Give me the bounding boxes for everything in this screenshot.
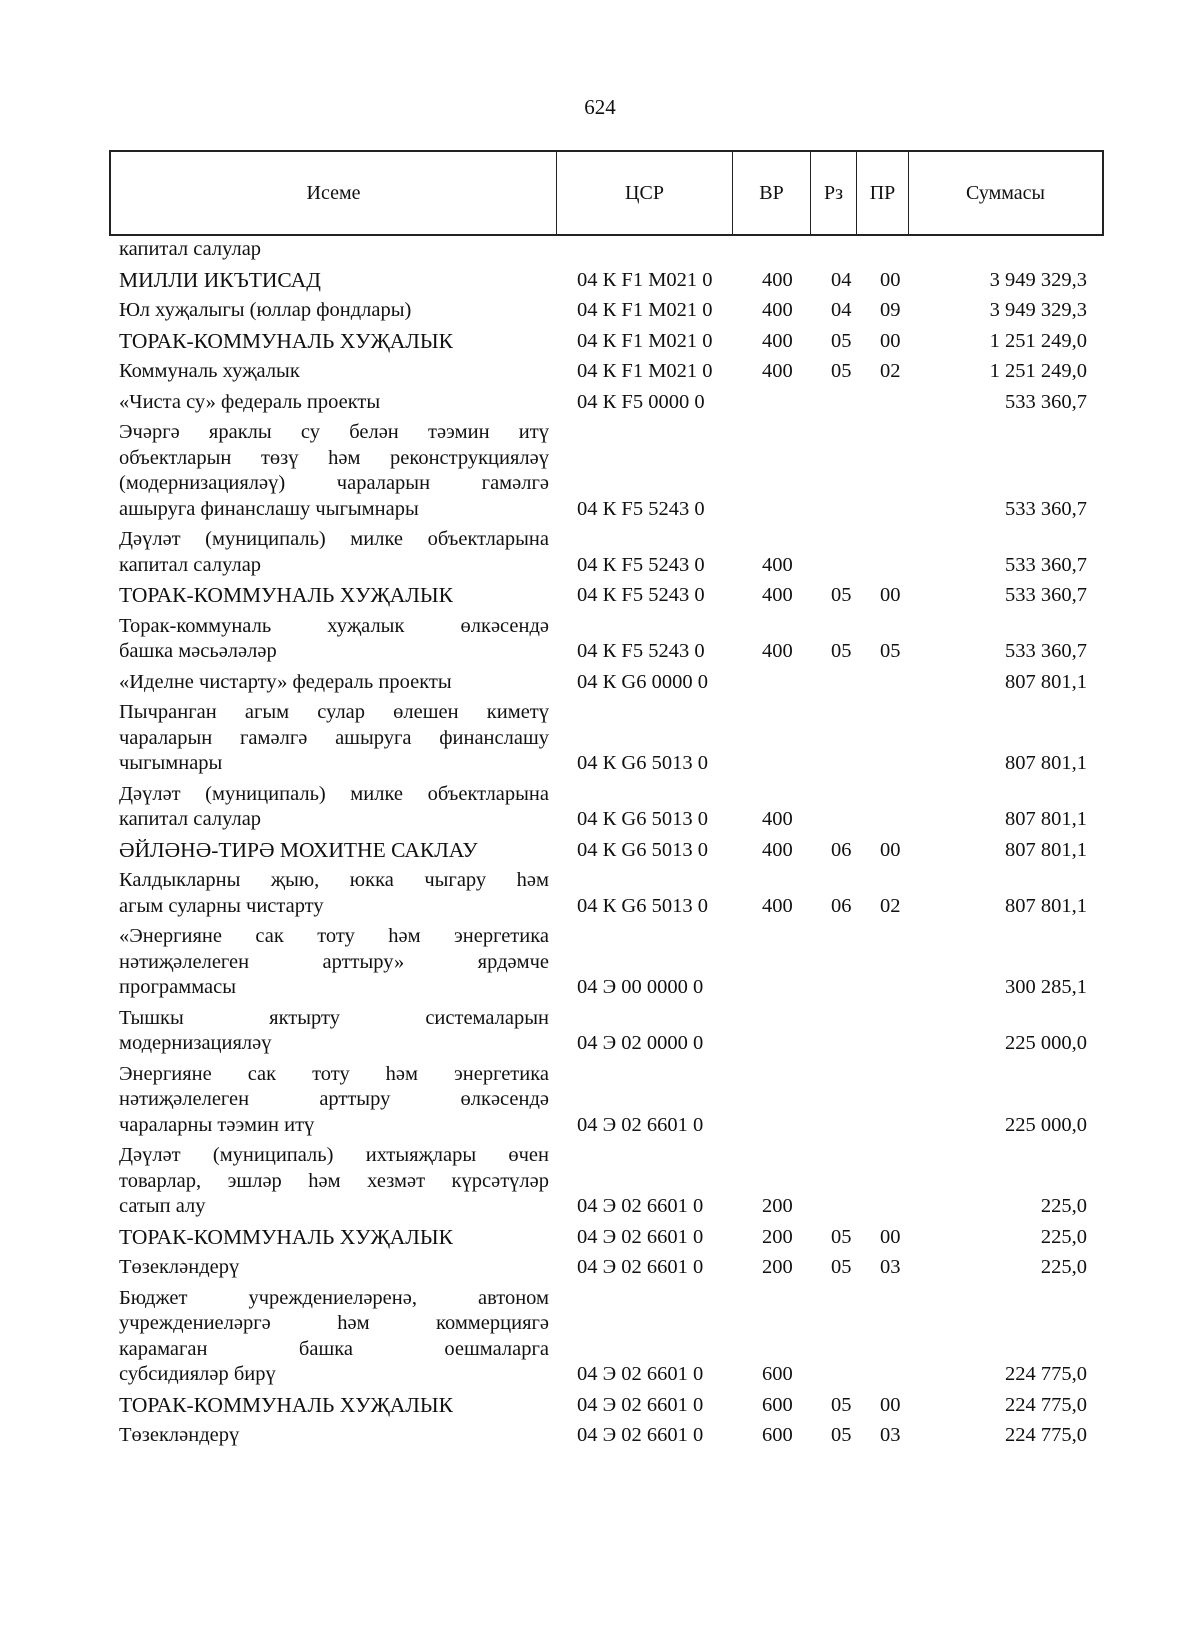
row-name-line: нәтиҗәлелеген арттыру өлкәсендә (119, 1088, 549, 1110)
row-sum: 1 251 249,0 (989, 360, 1087, 382)
row-csr: 04 К F5 5243 0 (577, 497, 705, 520)
header-pr: ПР (857, 152, 909, 234)
header-vr: ВР (733, 152, 811, 234)
row-sum: 533 360,7 (1005, 497, 1087, 520)
row-csr: 04 К G6 5013 0 (577, 894, 708, 917)
row-name-line: Юл хуҗалыгы (юллар фондлары) (119, 299, 412, 321)
row-csr: 04 К F5 5243 0 (577, 584, 705, 606)
row-name (119, 359, 549, 385)
header-rz: Рз (811, 152, 857, 234)
row-name-line: чараларын гамәлгә ашыруга финанслашу (119, 726, 549, 749)
row-vr: 400 (762, 838, 793, 861)
row-name-line: программасы (119, 976, 237, 998)
row-rz: 05 (831, 640, 852, 662)
row-name-line: «Энергияне сак тоту һәм энергетика (119, 925, 549, 947)
row-sum: 225,0 (1040, 1225, 1087, 1248)
row-rz: 06 (831, 894, 852, 917)
row-name-line: Дәүләт (муниципаль) милке объектларына (119, 782, 549, 805)
row-sum: 1 251 249,0 (989, 329, 1087, 352)
row-name-line: башка мәсьәләләр (119, 640, 277, 662)
row-name-line: МИЛЛИ ИКЪТИСАД (119, 267, 321, 292)
row-rz: 05 (831, 1225, 852, 1248)
row-vr: 400 (762, 299, 793, 321)
header-csr: ЦСР (557, 152, 733, 234)
row-name-line: Тышкы яктырту системаларын (119, 1006, 549, 1029)
row-name-line: карамаган башка оешмаларга (119, 1337, 549, 1360)
row-name (119, 1255, 549, 1281)
row-name-line: чыгымнары (119, 752, 223, 774)
row-vr: 400 (762, 894, 793, 917)
row-name-line: «Иделне чистарту» федераль проекты (119, 670, 452, 693)
row-pr: 03 (880, 1256, 901, 1278)
row-vr: 600 (762, 1393, 793, 1416)
row-name (119, 237, 549, 263)
row-rz: 05 (831, 360, 852, 382)
row-vr: 400 (762, 584, 793, 606)
row-csr: 04 К G6 5013 0 (577, 808, 708, 830)
row-pr: 00 (880, 329, 901, 352)
row-name (119, 924, 549, 1001)
row-name-line: «Чиста су» федераль проекты (119, 390, 381, 413)
row-sum: 225,0 (1040, 1195, 1087, 1217)
row-name (119, 268, 549, 294)
row-csr: 04 Э 02 0000 0 (577, 1032, 704, 1054)
row-name-line: ТОРАК-КОММУНАЛЬ ХУҖАЛЫК (119, 583, 453, 607)
row-name-line: Коммуналь хуҗалык (119, 360, 300, 382)
header-sum: Суммасы (966, 181, 1045, 204)
row-sum: 300 285,1 (1005, 976, 1087, 998)
row-name (119, 390, 549, 416)
row-vr: 400 (762, 360, 793, 382)
row-name (119, 1062, 549, 1139)
header-name: Исеме (111, 152, 557, 234)
row-name-line: модернизацияләү (119, 1032, 272, 1054)
row-csr: 04 К F5 0000 0 (577, 390, 705, 413)
row-name (119, 1225, 549, 1251)
row-sum: 807 801,1 (1005, 894, 1087, 917)
row-name (119, 1286, 549, 1388)
row-name (119, 1423, 549, 1449)
row-name-line: Торак-коммуналь хуҗалык өлкәсендә (119, 614, 549, 637)
row-name-line: Калдыкларны җыю, юкка чыгару һәм (119, 869, 549, 891)
row-name-line: учреждениеләргә һәм коммерциягә (119, 1312, 549, 1334)
row-csr: 04 Э 00 0000 0 (577, 976, 704, 998)
row-name-line: Бюджет учреждениеләренә, автоном (119, 1286, 549, 1309)
row-sum: 533 360,7 (1005, 390, 1087, 413)
row-vr: 400 (762, 329, 793, 352)
row-sum: 807 801,1 (1005, 752, 1087, 774)
row-csr: 04 К F1 М021 0 (577, 329, 713, 352)
row-csr: 04 К F5 5243 0 (577, 553, 705, 576)
row-csr: 04 К G6 5013 0 (577, 752, 708, 774)
row-csr: 04 Э 02 6601 0 (577, 1256, 704, 1278)
row-pr: 00 (880, 838, 901, 861)
row-rz: 05 (831, 329, 852, 352)
row-name-line: субсидияләр бирү (119, 1363, 276, 1385)
row-sum: 533 360,7 (1005, 640, 1087, 662)
row-csr: 04 Э 02 6601 0 (577, 1363, 704, 1385)
row-rz: 04 (831, 268, 852, 291)
row-rz: 05 (831, 1424, 852, 1446)
row-csr: 04 К G6 5013 0 (577, 838, 708, 861)
row-sum: 3 949 329,3 (989, 299, 1087, 321)
row-name (119, 420, 549, 522)
row-name (119, 583, 549, 609)
row-vr: 200 (762, 1225, 793, 1248)
row-pr: 03 (880, 1424, 901, 1446)
row-vr: 200 (762, 1195, 793, 1217)
row-vr: 400 (762, 268, 793, 291)
row-rz: 05 (831, 1256, 852, 1278)
row-rz: 06 (831, 838, 852, 861)
row-csr: 04 Э 02 6601 0 (577, 1113, 704, 1136)
row-name-line: Энергияне сак тоту һәм энергетика (119, 1062, 549, 1085)
row-sum: 533 360,7 (1005, 553, 1087, 576)
table-header (109, 150, 1104, 236)
row-sum: 225 000,0 (1005, 1113, 1087, 1136)
row-name (119, 670, 549, 696)
row-name-line: Пычранган агым сулар өлешен киметү (119, 701, 549, 723)
row-name-line: Төзекләндерү (119, 1256, 240, 1278)
row-name (119, 298, 549, 324)
row-pr: 05 (880, 640, 901, 662)
row-rz: 05 (831, 1393, 852, 1416)
row-pr: 00 (880, 1393, 901, 1416)
row-name-line: ТОРАК-КОММУНАЛЬ ХУҖАЛЫК (119, 1392, 453, 1417)
row-name-line: чараларны тәэмин итү (119, 1113, 315, 1136)
row-name-line: ашыруга финанслашу чыгымнары (119, 497, 419, 520)
row-csr: 04 К F5 5243 0 (577, 640, 705, 662)
row-vr: 600 (762, 1363, 793, 1385)
row-vr: 400 (762, 640, 793, 662)
row-csr: 04 Э 02 6601 0 (577, 1424, 704, 1446)
row-sum: 3 949 329,3 (989, 268, 1087, 291)
row-pr: 00 (880, 584, 901, 606)
row-vr: 600 (762, 1424, 793, 1446)
row-name-line: Дәүләт (муниципаль) ихтыяҗлары өчен (119, 1144, 549, 1166)
row-name (119, 700, 549, 777)
page-number: 624 (584, 95, 616, 119)
row-csr: 04 Э 02 6601 0 (577, 1195, 704, 1217)
row-name-line: капитал салулар (119, 553, 262, 576)
row-name-line: капитал салулар (119, 238, 262, 260)
row-name-line: товарлар, эшләр һәм хезмәт күрсәтүләр (119, 1169, 549, 1192)
row-csr: 04 Э 02 6601 0 (577, 1393, 704, 1416)
row-csr: 04 Э 02 6601 0 (577, 1225, 704, 1248)
row-sum: 807 801,1 (1005, 808, 1087, 830)
row-name-line: нәтиҗәлелеген арттыру» ярдәмче (119, 950, 549, 973)
row-sum: 533 360,7 (1005, 584, 1087, 606)
row-rz: 05 (831, 584, 852, 606)
row-csr: 04 К F1 М021 0 (577, 360, 713, 382)
row-name-line: Төзекләндерү (119, 1424, 240, 1446)
row-pr: 02 (880, 894, 901, 917)
row-sum: 224 775,0 (1005, 1363, 1087, 1385)
row-name (119, 782, 549, 833)
row-csr: 04 К G6 0000 0 (577, 670, 708, 693)
row-sum: 224 775,0 (1005, 1393, 1087, 1416)
row-name-line: объектларын төзү һәм реконструкцияләү (119, 446, 549, 469)
row-name (119, 1393, 549, 1419)
row-name (119, 329, 549, 355)
row-rz: 04 (831, 299, 852, 321)
row-name-line: ТОРАК-КОММУНАЛЬ ХУҖАЛЫК (119, 328, 453, 353)
row-name-line: Эчәргә яраклы су белән тәэмин итү (119, 421, 549, 443)
row-name-line: ӘЙЛӘНӘ-ТИРӘ МОХИТНЕ САКЛАУ (119, 837, 478, 862)
row-name-line: агым суларны чистарту (119, 894, 324, 917)
row-pr: 00 (880, 268, 901, 291)
row-sum: 225,0 (1040, 1256, 1087, 1278)
row-sum: 225 000,0 (1005, 1032, 1087, 1054)
row-csr: 04 К F1 М021 0 (577, 299, 713, 321)
row-sum: 807 801,1 (1005, 838, 1087, 861)
row-name (119, 838, 549, 864)
row-sum: 807 801,1 (1005, 670, 1087, 693)
row-name (119, 527, 549, 578)
row-pr: 00 (880, 1225, 901, 1248)
row-name-line: (модернизацияләү) чараларын гамәлгә (119, 472, 549, 494)
row-name-line: Дәүләт (муниципаль) милке объектларына (119, 528, 549, 550)
row-vr: 200 (762, 1256, 793, 1278)
row-csr: 04 К F1 М021 0 (577, 268, 713, 291)
row-name (119, 614, 549, 665)
row-name-line: сатып алу (119, 1195, 206, 1217)
row-vr: 400 (762, 808, 793, 830)
row-name-line: капитал салулар (119, 808, 262, 830)
row-pr: 09 (880, 299, 901, 321)
row-name (119, 1006, 549, 1057)
row-vr: 400 (762, 553, 793, 576)
row-sum: 224 775,0 (1005, 1424, 1087, 1446)
row-pr: 02 (880, 360, 901, 382)
row-name (119, 1143, 549, 1220)
row-name (119, 868, 549, 919)
row-name-line: ТОРАК-КОММУНАЛЬ ХУҖАЛЫК (119, 1224, 453, 1249)
